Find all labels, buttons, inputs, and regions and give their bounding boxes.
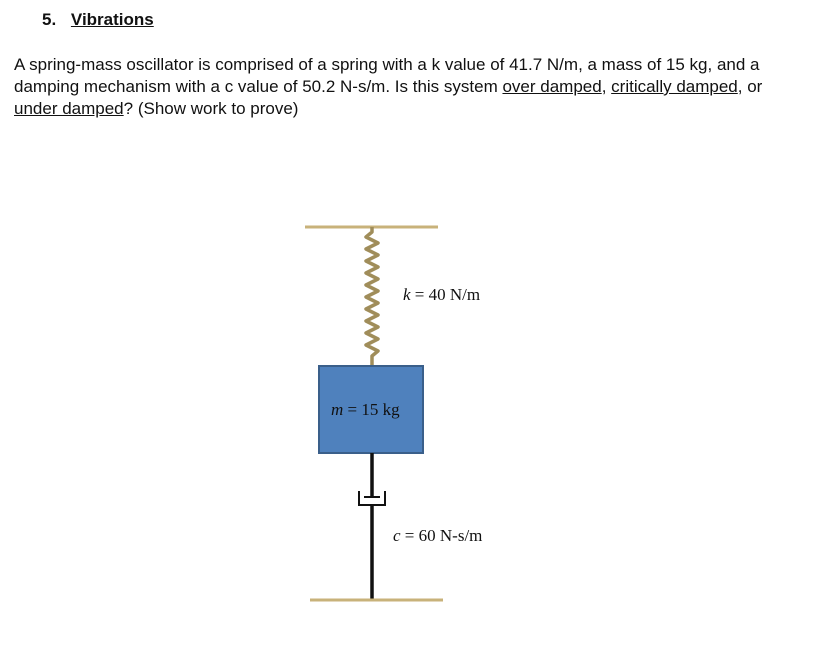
- separator-1: ,: [601, 77, 612, 96]
- mass-value: = 15 kg: [343, 400, 400, 419]
- problem-text-part1: A spring-mass oscillator is comprised of a spring with a k value of 41.7 N/m, a mass of 15 kg, and a damping mechanism with a c value of 50.2 N-s/m. Is this system: [14, 55, 760, 96]
- separator-2: , or: [737, 77, 763, 96]
- damping-var: c: [393, 526, 401, 545]
- mass-var: m: [331, 400, 344, 419]
- spring-constant-var: k: [403, 285, 411, 304]
- damping-coefficient-label: [393, 526, 482, 545]
- option-critically-damped: critically damped: [611, 77, 738, 96]
- damper: [359, 453, 385, 599]
- spring-constant-label: [403, 285, 480, 304]
- spring-constant-value: = 40 N/m: [410, 285, 481, 304]
- damping-value: = 60 N-s/m: [400, 526, 483, 545]
- problem-number: 5.: [42, 10, 57, 29]
- mass-label: [331, 400, 400, 419]
- problem-title: Vibrations: [70, 10, 154, 29]
- problem-text-part2: ? (Show work to prove): [123, 99, 299, 118]
- option-over-damped: over damped: [502, 77, 602, 96]
- spring: [366, 227, 378, 365]
- option-under-damped: under damped: [14, 99, 124, 118]
